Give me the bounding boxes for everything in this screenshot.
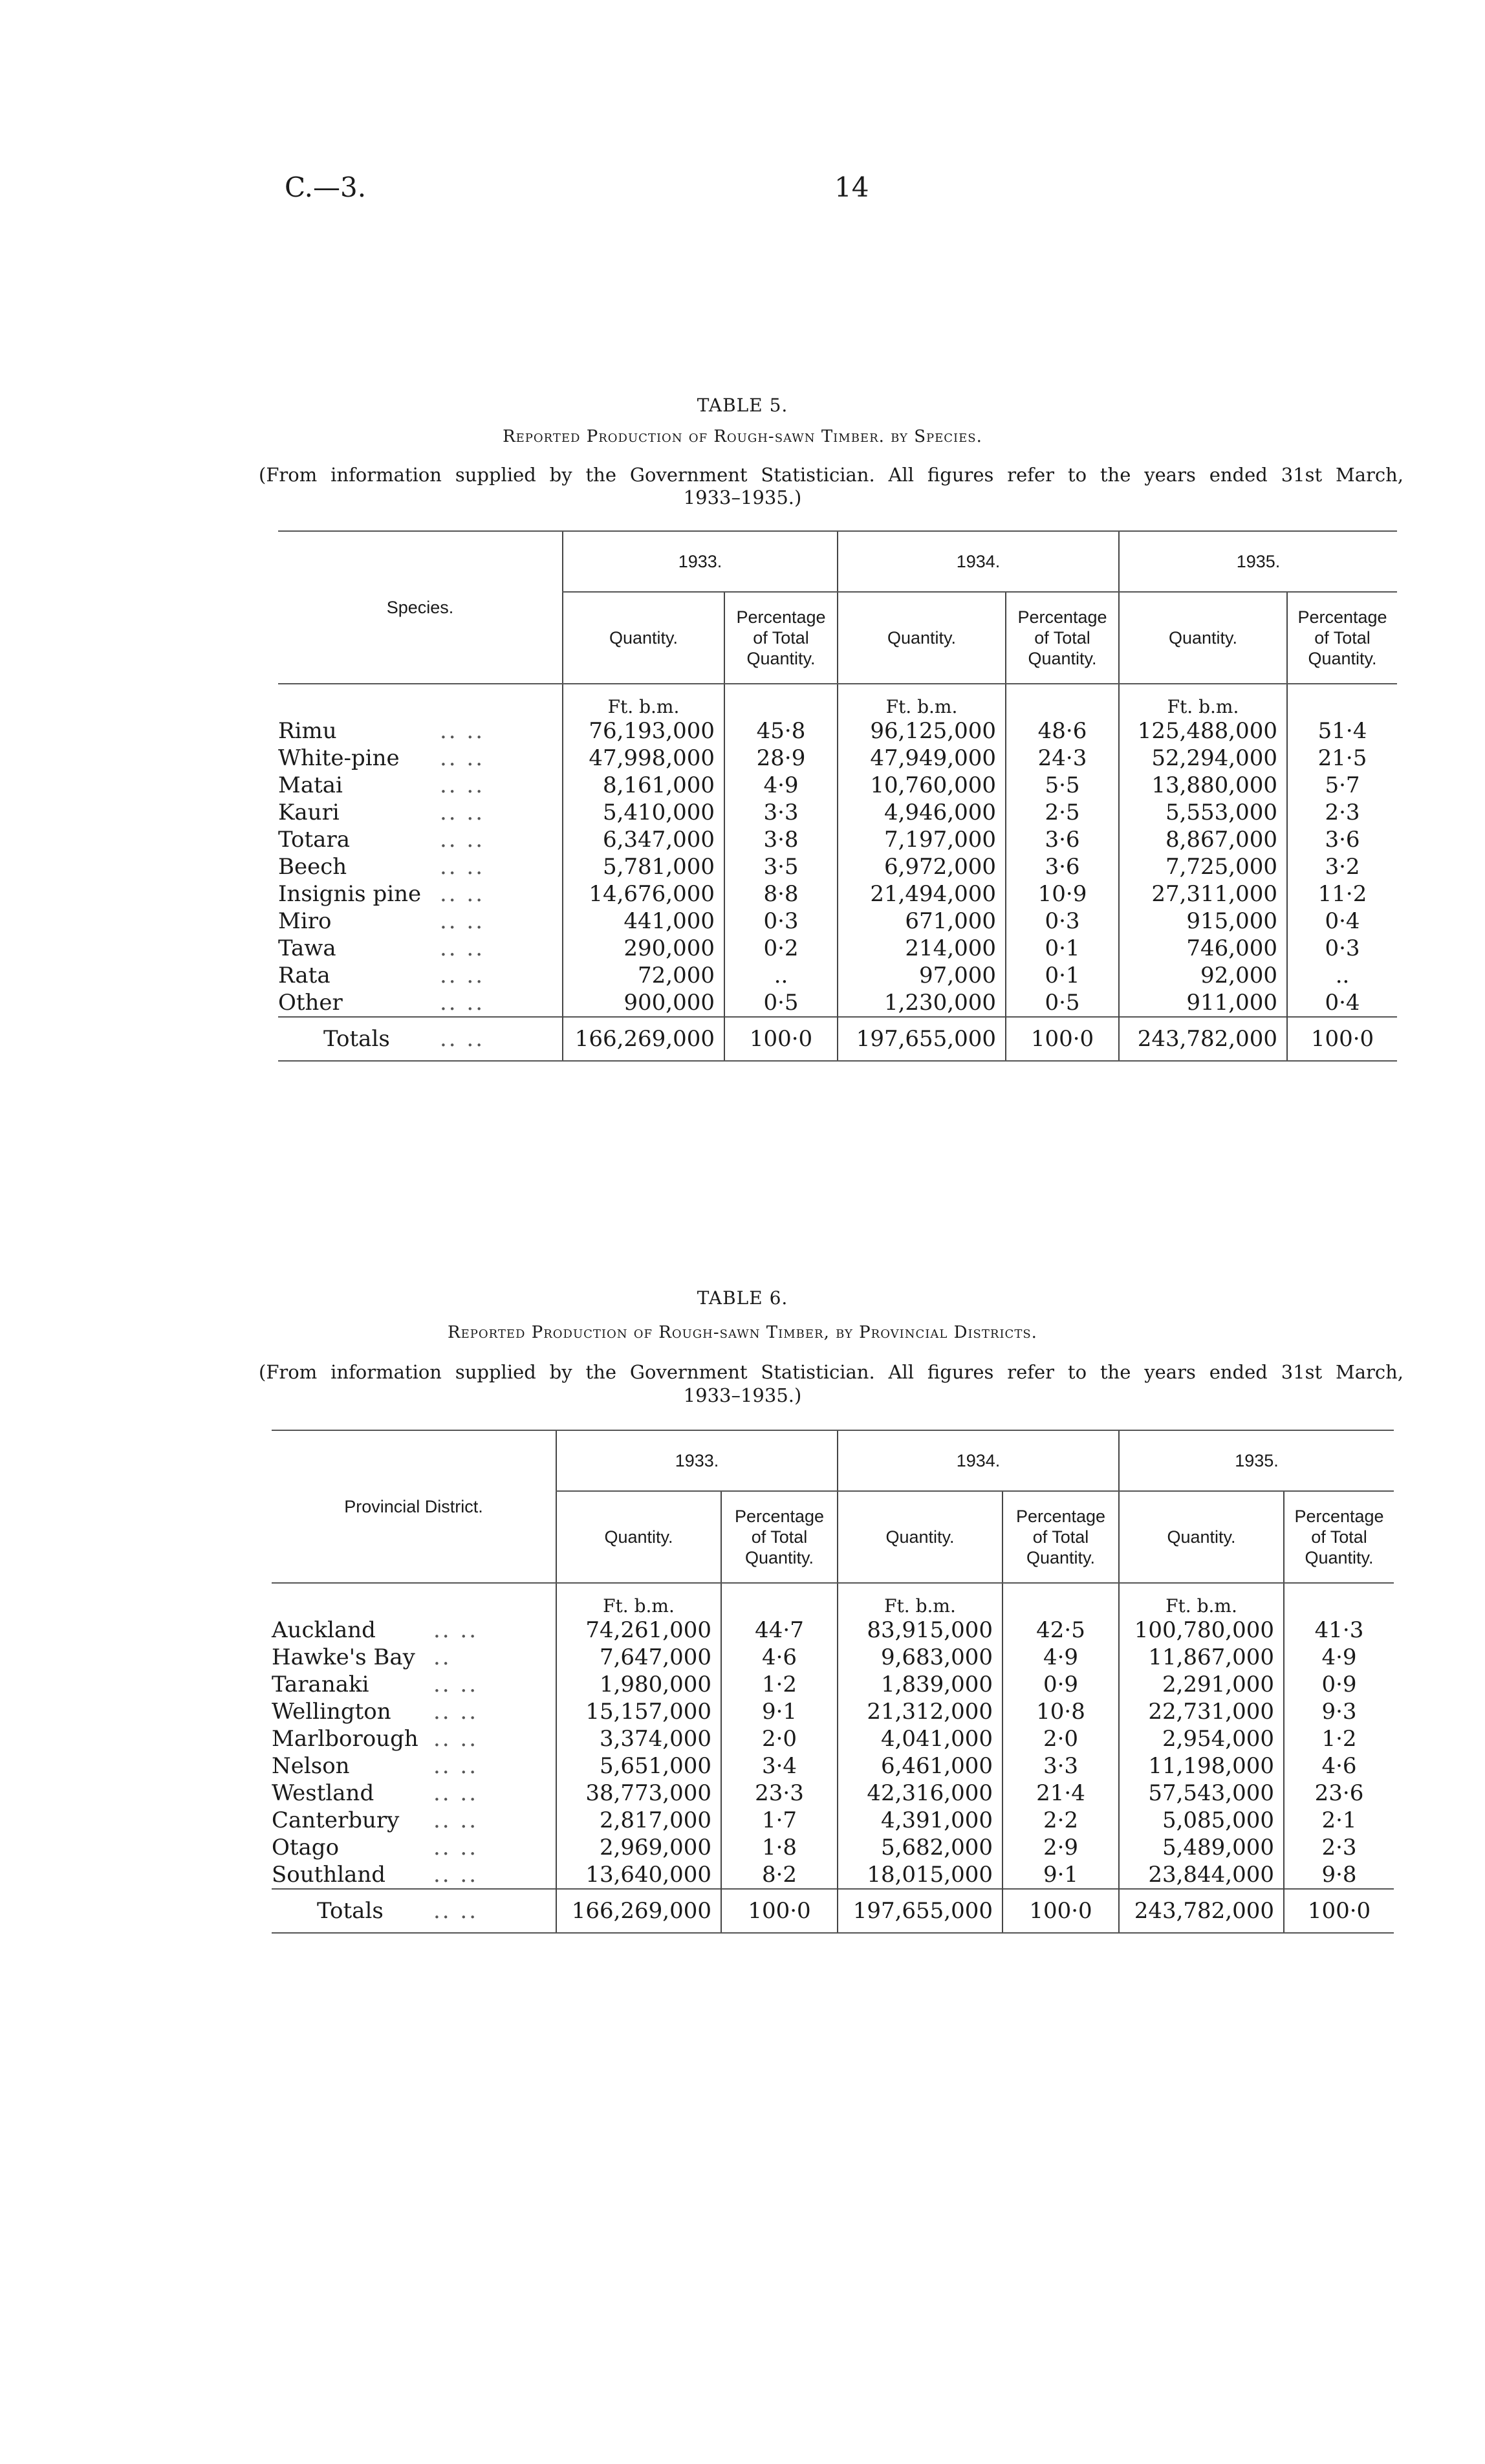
total-percentage-cell: 100·0 xyxy=(1006,1017,1119,1061)
quantity-cell: 6,461,000 xyxy=(838,1752,1003,1780)
quantity-cell: 47,949,000 xyxy=(838,745,1006,772)
table5-year-header: 1933. xyxy=(563,531,838,592)
percentage-cell: 42·5 xyxy=(1003,1617,1119,1644)
row-name: Matai xyxy=(278,772,343,798)
table5-note-years: 1933–1935.) xyxy=(683,486,802,508)
total-quantity-cell: 166,269,000 xyxy=(556,1889,721,1933)
table6-quantity-header: Quantity. xyxy=(1119,1491,1284,1583)
percentage-cell: 0·2 xyxy=(724,935,838,962)
percentage-cell: 8·2 xyxy=(721,1861,838,1889)
table6-unit: Ft. b.m. xyxy=(1119,1583,1284,1617)
percentage-cell: 3·6 xyxy=(1006,853,1119,880)
percentage-cell: 9·3 xyxy=(1284,1698,1394,1725)
row-label xyxy=(272,1780,556,1807)
total-percentage-cell: 100·0 xyxy=(724,1017,838,1061)
row-name: Canterbury xyxy=(272,1807,400,1833)
percentage-cell: 11·2 xyxy=(1287,880,1397,908)
quantity-cell: 441,000 xyxy=(563,908,724,935)
quantity-cell: 42,316,000 xyxy=(838,1780,1003,1807)
percentage-cell: 4·6 xyxy=(721,1644,838,1671)
quantity-cell: 21,312,000 xyxy=(838,1698,1003,1725)
document-reference: C.—3. xyxy=(285,171,367,203)
table-row xyxy=(278,989,1397,1017)
row-label xyxy=(272,1807,556,1834)
row-name: Taranaki xyxy=(272,1672,369,1697)
total-percentage-cell: 100·0 xyxy=(1003,1889,1119,1933)
quantity-cell: 22,731,000 xyxy=(1119,1698,1284,1725)
quantity-cell: 52,294,000 xyxy=(1119,745,1287,772)
quantity-cell: 15,157,000 xyxy=(556,1698,721,1725)
leader-dots: .. .. xyxy=(440,854,485,880)
totals-row xyxy=(272,1889,1394,1933)
table6-percentage-header xyxy=(1003,1491,1119,1583)
quantity-cell: 746,000 xyxy=(1119,935,1287,962)
row-label xyxy=(278,826,563,853)
row-label xyxy=(278,853,563,880)
row-name: Rata xyxy=(278,963,331,988)
percentage-cell: 4·6 xyxy=(1284,1752,1394,1780)
table5-percentage-header xyxy=(1006,592,1119,684)
leader-dots: .. .. xyxy=(440,908,485,934)
quantity-cell: 47,998,000 xyxy=(563,745,724,772)
quantity-cell: 1,980,000 xyxy=(556,1671,721,1698)
quantity-cell: 100,780,000 xyxy=(1119,1617,1284,1644)
percentage-cell: 9·1 xyxy=(721,1698,838,1725)
quantity-cell: 27,311,000 xyxy=(1119,880,1287,908)
quantity-cell: 2,969,000 xyxy=(556,1834,721,1861)
table-row xyxy=(272,1698,1394,1725)
percentage-cell: 51·4 xyxy=(1287,717,1397,745)
total-quantity-cell: 197,655,000 xyxy=(838,1017,1006,1061)
quantity-cell: 96,125,000 xyxy=(838,717,1006,745)
leader-dots: .. .. xyxy=(433,1862,479,1888)
table5-unit: Ft. b.m. xyxy=(1119,684,1287,717)
percentage-cell: 48·6 xyxy=(1006,717,1119,745)
row-name: Rimu xyxy=(278,718,337,744)
percentage-cell: 4·9 xyxy=(1284,1644,1394,1671)
table5-subtitle: Reported Production of Rough-sawn Timber. by Species. xyxy=(503,427,982,446)
row-label xyxy=(272,1725,556,1752)
percentage-cell: 2·0 xyxy=(721,1725,838,1752)
pct-line-3: Quantity. xyxy=(1028,649,1097,668)
row-label xyxy=(278,989,563,1017)
percentage-cell: 3·2 xyxy=(1287,853,1397,880)
quantity-cell: 21,494,000 xyxy=(838,880,1006,908)
percentage-cell: 21·4 xyxy=(1003,1780,1119,1807)
leader-dots: .. .. xyxy=(433,1780,479,1806)
percentage-cell: 3·8 xyxy=(724,826,838,853)
quantity-cell: 74,261,000 xyxy=(556,1617,721,1644)
table6-quantity-header: Quantity. xyxy=(838,1491,1003,1583)
table6-unit: Ft. b.m. xyxy=(838,1583,1003,1617)
table-row xyxy=(272,1752,1394,1780)
pct-line-2: of Total xyxy=(1311,1527,1367,1547)
percentage-cell: 45·8 xyxy=(724,717,838,745)
table-row xyxy=(278,826,1397,853)
row-label xyxy=(272,1644,556,1671)
table5-species xyxy=(278,530,1397,1062)
total-quantity-cell: 243,782,000 xyxy=(1119,1889,1284,1933)
table6-note-years: 1933–1935.) xyxy=(683,1384,802,1406)
row-name: Tawa xyxy=(278,935,336,961)
quantity-cell: 7,197,000 xyxy=(838,826,1006,853)
table-row xyxy=(272,1834,1394,1861)
row-name: Marlborough xyxy=(272,1726,418,1752)
table5-percentage-header xyxy=(1287,592,1397,684)
leader-dots: .. .. xyxy=(440,881,485,907)
quantity-cell: 3,374,000 xyxy=(556,1725,721,1752)
leader-dots: .. .. xyxy=(433,1726,479,1752)
table-row xyxy=(278,962,1397,989)
percentage-cell: 3·6 xyxy=(1006,826,1119,853)
quantity-cell: 11,867,000 xyxy=(1119,1644,1284,1671)
table-row xyxy=(278,799,1397,826)
table6-year-header: 1933. xyxy=(556,1430,838,1491)
row-name: Kauri xyxy=(278,800,340,825)
table6-subtitle: Reported Production of Rough-sawn Timber, by Provincial Districts. xyxy=(448,1323,1037,1342)
quantity-cell: 9,683,000 xyxy=(838,1644,1003,1671)
row-name: Totara xyxy=(278,827,350,853)
pct-line-1: Percentage xyxy=(1297,607,1387,627)
percentage-cell: 1·2 xyxy=(721,1671,838,1698)
totals-label xyxy=(272,1889,556,1933)
table-row xyxy=(278,880,1397,908)
percentage-cell: 0·3 xyxy=(724,908,838,935)
percentage-cell: 2·1 xyxy=(1284,1807,1394,1834)
pct-line-1: Percentage xyxy=(1015,1507,1106,1526)
percentage-cell: 3·6 xyxy=(1287,826,1397,853)
quantity-cell: 57,543,000 xyxy=(1119,1780,1284,1807)
percentage-cell: 10·9 xyxy=(1006,880,1119,908)
row-label xyxy=(278,935,563,962)
percentage-cell: 9·8 xyxy=(1284,1861,1394,1889)
table6-note: (From information supplied by the Government Statistician. All figures refer to the years ended 31st March, xyxy=(259,1361,1404,1383)
percentage-cell: 5·5 xyxy=(1006,772,1119,799)
total-quantity-cell: 243,782,000 xyxy=(1119,1017,1287,1061)
quantity-cell: 7,647,000 xyxy=(556,1644,721,1671)
percentage-cell: 4·9 xyxy=(724,772,838,799)
table5-title: TABLE 5. xyxy=(697,395,788,416)
pct-line-2: of Total xyxy=(1034,628,1090,648)
pct-line-2: of Total xyxy=(751,1527,808,1547)
row-name: Nelson xyxy=(272,1753,350,1779)
leader-dots: .. .. xyxy=(440,935,485,961)
quantity-cell: 2,817,000 xyxy=(556,1807,721,1834)
total-percentage-cell: 100·0 xyxy=(1284,1889,1394,1933)
leader-dots: .. xyxy=(433,1644,451,1670)
quantity-cell: 5,553,000 xyxy=(1119,799,1287,826)
row-label xyxy=(278,799,563,826)
quantity-cell: 11,198,000 xyxy=(1119,1752,1284,1780)
row-name: Miro xyxy=(278,908,332,934)
quantity-cell: 2,291,000 xyxy=(1119,1671,1284,1698)
percentage-cell: 28·9 xyxy=(724,745,838,772)
row-name: Beech xyxy=(278,854,347,880)
row-label xyxy=(278,772,563,799)
quantity-cell: 911,000 xyxy=(1119,989,1287,1017)
quantity-cell: 23,844,000 xyxy=(1119,1861,1284,1889)
table-row xyxy=(278,935,1397,962)
percentage-cell: 2·3 xyxy=(1287,799,1397,826)
percentage-cell: 23·6 xyxy=(1284,1780,1394,1807)
percentage-cell: 23·3 xyxy=(721,1780,838,1807)
quantity-cell: 8,161,000 xyxy=(563,772,724,799)
quantity-cell: 1,230,000 xyxy=(838,989,1006,1017)
row-name: Hawke's Bay xyxy=(272,1644,415,1670)
percentage-cell: 9·1 xyxy=(1003,1861,1119,1889)
row-name: Auckland xyxy=(272,1617,376,1643)
table-row xyxy=(272,1617,1394,1644)
quantity-cell: 290,000 xyxy=(563,935,724,962)
table-row xyxy=(278,745,1397,772)
page-number: 14 xyxy=(834,171,869,203)
table6-year-header: 1935. xyxy=(1119,1430,1394,1491)
quantity-cell: 6,347,000 xyxy=(563,826,724,853)
quantity-cell: 10,760,000 xyxy=(838,772,1006,799)
table5-unit: Ft. b.m. xyxy=(838,684,1006,717)
percentage-cell: 2·5 xyxy=(1006,799,1119,826)
percentage-cell: 2·2 xyxy=(1003,1807,1119,1834)
table-row xyxy=(272,1861,1394,1889)
table-row xyxy=(278,772,1397,799)
pct-line-1: Percentage xyxy=(736,607,826,627)
row-label xyxy=(272,1671,556,1698)
leader-dots: .. .. xyxy=(433,1753,479,1779)
quantity-cell: 4,041,000 xyxy=(838,1725,1003,1752)
leader-dots: .. .. xyxy=(433,1699,479,1725)
percentage-cell: 5·7 xyxy=(1287,772,1397,799)
table5-year-header: 1934. xyxy=(838,531,1119,592)
leader-dots: .. .. xyxy=(440,1026,485,1052)
percentage-cell: 21·5 xyxy=(1287,745,1397,772)
quantity-cell: 915,000 xyxy=(1119,908,1287,935)
table5-unit: Ft. b.m. xyxy=(563,684,724,717)
percentage-cell: 1·8 xyxy=(721,1834,838,1861)
leader-dots: .. .. xyxy=(440,718,485,744)
percentage-cell: 24·3 xyxy=(1006,745,1119,772)
quantity-cell: 8,867,000 xyxy=(1119,826,1287,853)
total-quantity-cell: 166,269,000 xyxy=(563,1017,724,1061)
quantity-cell: 83,915,000 xyxy=(838,1617,1003,1644)
quantity-cell: 7,725,000 xyxy=(1119,853,1287,880)
row-name: Westland xyxy=(272,1780,374,1806)
percentage-cell: 1·7 xyxy=(721,1807,838,1834)
table6-year-header: 1934. xyxy=(838,1430,1119,1491)
table5-quantity-header: Quantity. xyxy=(1119,592,1287,684)
quantity-cell: 5,489,000 xyxy=(1119,1834,1284,1861)
quantity-cell: 72,000 xyxy=(563,962,724,989)
table-row xyxy=(278,908,1397,935)
leader-dots: .. .. xyxy=(433,1617,479,1643)
percentage-cell: 0·3 xyxy=(1006,908,1119,935)
quantity-cell: 14,676,000 xyxy=(563,880,724,908)
leader-dots: .. .. xyxy=(440,963,485,988)
quantity-cell: 1,839,000 xyxy=(838,1671,1003,1698)
table6-quantity-header: Quantity. xyxy=(556,1491,721,1583)
quantity-cell: 5,651,000 xyxy=(556,1752,721,1780)
pct-line-3: Quantity. xyxy=(1308,649,1377,668)
table6-district-header: Provincial District. xyxy=(272,1430,556,1583)
table6-percentage-header xyxy=(721,1491,838,1583)
percentage-cell: 3·3 xyxy=(1003,1752,1119,1780)
leader-dots: .. .. xyxy=(440,745,485,771)
total-percentage-cell: 100·0 xyxy=(721,1889,838,1933)
total-quantity-cell: 197,655,000 xyxy=(838,1889,1003,1933)
row-name: Totals xyxy=(323,1026,390,1052)
table6-title: TABLE 6. xyxy=(697,1287,788,1309)
row-label xyxy=(278,880,563,908)
table6-unit: Ft. b.m. xyxy=(556,1583,721,1617)
leader-dots: .. .. xyxy=(433,1672,479,1697)
percentage-cell: 0·5 xyxy=(1006,989,1119,1017)
leader-dots: .. .. xyxy=(440,772,485,798)
pct-line-3: Quantity. xyxy=(1026,1548,1096,1567)
percentage-cell: 0·5 xyxy=(724,989,838,1017)
quantity-cell: 2,954,000 xyxy=(1119,1725,1284,1752)
quantity-cell: 900,000 xyxy=(563,989,724,1017)
percentage-cell: 3·4 xyxy=(721,1752,838,1780)
row-label xyxy=(272,1861,556,1889)
quantity-cell: 125,488,000 xyxy=(1119,717,1287,745)
percentage-cell: 3·3 xyxy=(724,799,838,826)
row-label xyxy=(278,962,563,989)
row-label xyxy=(278,717,563,745)
pct-line-1: Percentage xyxy=(1017,607,1107,627)
quantity-cell: 4,946,000 xyxy=(838,799,1006,826)
quantity-cell: 13,880,000 xyxy=(1119,772,1287,799)
percentage-cell: 2·3 xyxy=(1284,1834,1394,1861)
quantity-cell: 18,015,000 xyxy=(838,1861,1003,1889)
pct-line-1: Percentage xyxy=(734,1507,825,1526)
leader-dots: .. .. xyxy=(433,1807,479,1833)
row-name: White-pine xyxy=(278,745,400,771)
table6-districts xyxy=(272,1430,1394,1934)
table-row xyxy=(272,1671,1394,1698)
table5-year-header: 1935. xyxy=(1119,531,1397,592)
percentage-cell: 8·8 xyxy=(724,880,838,908)
row-name: Totals xyxy=(317,1898,384,1924)
percentage-cell: 44·7 xyxy=(721,1617,838,1644)
leader-dots: .. .. xyxy=(440,990,485,1016)
percentage-cell: 2·9 xyxy=(1003,1834,1119,1861)
percentage-cell: 0·4 xyxy=(1287,989,1397,1017)
quantity-cell: 4,391,000 xyxy=(838,1807,1003,1834)
totals-label xyxy=(278,1017,563,1061)
quantity-cell: 5,682,000 xyxy=(838,1834,1003,1861)
row-label xyxy=(278,908,563,935)
percentage-cell: 0·9 xyxy=(1284,1671,1394,1698)
leader-dots: .. .. xyxy=(440,800,485,825)
percentage-cell: 4·9 xyxy=(1003,1644,1119,1671)
total-percentage-cell: 100·0 xyxy=(1287,1017,1397,1061)
row-label xyxy=(272,1834,556,1861)
percentage-cell: .. xyxy=(1287,962,1397,989)
quantity-cell: 38,773,000 xyxy=(556,1780,721,1807)
pct-line-3: Quantity. xyxy=(1305,1548,1374,1567)
pct-line-2: of Total xyxy=(1314,628,1371,648)
row-name: Southland xyxy=(272,1862,386,1888)
leader-dots: .. .. xyxy=(440,827,485,853)
pct-line-3: Quantity. xyxy=(744,1548,814,1567)
table-row xyxy=(272,1644,1394,1671)
quantity-cell: 5,781,000 xyxy=(563,853,724,880)
table5-quantity-header: Quantity. xyxy=(563,592,724,684)
quantity-cell: 5,085,000 xyxy=(1119,1807,1284,1834)
row-name: Other xyxy=(278,990,343,1016)
percentage-cell: 0·4 xyxy=(1287,908,1397,935)
percentage-cell: 0·1 xyxy=(1006,935,1119,962)
leader-dots: .. .. xyxy=(433,1898,479,1924)
table-row xyxy=(278,717,1397,745)
pct-line-2: of Total xyxy=(753,628,809,648)
percentage-cell: 2·0 xyxy=(1003,1725,1119,1752)
row-label xyxy=(272,1752,556,1780)
percentage-cell: 10·8 xyxy=(1003,1698,1119,1725)
percentage-cell: .. xyxy=(724,962,838,989)
row-label xyxy=(278,745,563,772)
table5-quantity-header: Quantity. xyxy=(838,592,1006,684)
table5-percentage-header xyxy=(724,592,838,684)
percentage-cell: 0·9 xyxy=(1003,1671,1119,1698)
quantity-cell: 76,193,000 xyxy=(563,717,724,745)
quantity-cell: 97,000 xyxy=(838,962,1006,989)
table-row xyxy=(278,853,1397,880)
pct-line-2: of Total xyxy=(1032,1527,1089,1547)
table-row xyxy=(272,1807,1394,1834)
percentage-cell: 3·5 xyxy=(724,853,838,880)
quantity-cell: 5,410,000 xyxy=(563,799,724,826)
row-label xyxy=(272,1617,556,1644)
totals-row xyxy=(278,1017,1397,1061)
row-name: Otago xyxy=(272,1835,340,1860)
row-name: Insignis pine xyxy=(278,881,422,907)
row-name: Wellington xyxy=(272,1699,391,1725)
quantity-cell: 6,972,000 xyxy=(838,853,1006,880)
percentage-cell: 0·1 xyxy=(1006,962,1119,989)
quantity-cell: 92,000 xyxy=(1119,962,1287,989)
quantity-cell: 671,000 xyxy=(838,908,1006,935)
percentage-cell: 1·2 xyxy=(1284,1725,1394,1752)
table5-note: (From information supplied by the Government Statistician. All figures refer to the years ended 31st March, xyxy=(259,464,1404,486)
quantity-cell: 13,640,000 xyxy=(556,1861,721,1889)
percentage-cell: 41·3 xyxy=(1284,1617,1394,1644)
table5-species-header: Species. xyxy=(278,531,563,684)
pct-line-1: Percentage xyxy=(1294,1507,1384,1526)
pct-line-3: Quantity. xyxy=(746,649,816,668)
quantity-cell: 214,000 xyxy=(838,935,1006,962)
percentage-cell: 0·3 xyxy=(1287,935,1397,962)
table-row xyxy=(272,1780,1394,1807)
leader-dots: .. .. xyxy=(433,1835,479,1860)
table6-percentage-header xyxy=(1284,1491,1394,1583)
row-label xyxy=(272,1698,556,1725)
table-row xyxy=(272,1725,1394,1752)
